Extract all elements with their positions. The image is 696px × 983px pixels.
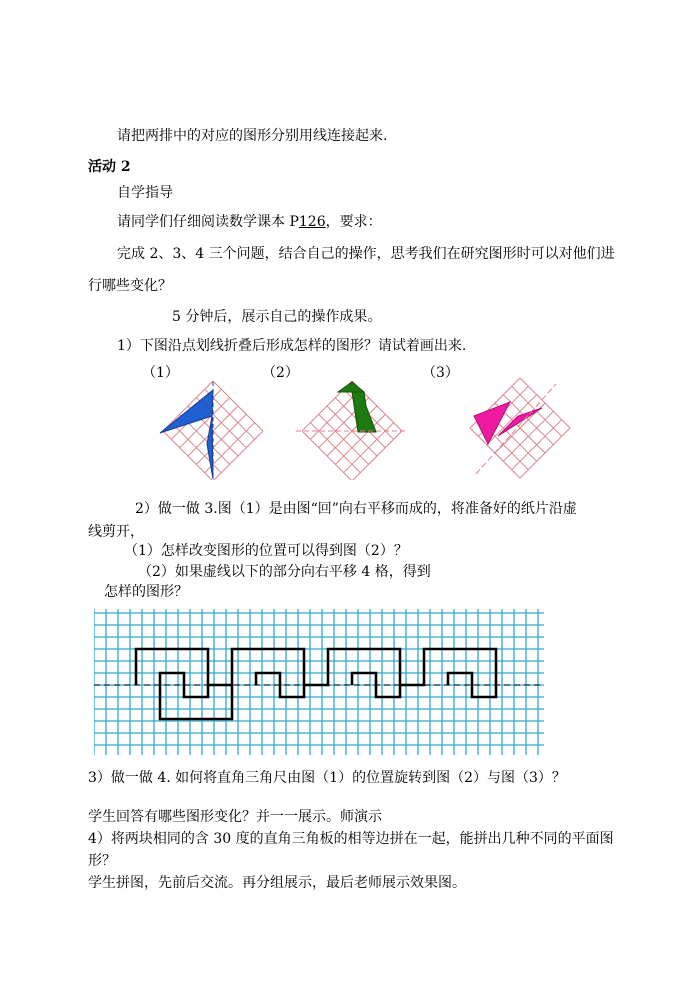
- green-shape-top: [338, 382, 364, 392]
- question-4-line-1: 4）将两块相同的含 30 度的直角三角板的相等边拼在一起，能拼出几种不同的平面图: [88, 831, 614, 847]
- cyan-grid: [94, 609, 544, 755]
- translation-grid-figure: [94, 609, 544, 755]
- question-4-line-2: 形？: [88, 853, 116, 869]
- question-2-line-1: 2）做一做 3.图（1）是由图“回”向右平移而成的，将准备好的纸片沿虚: [135, 501, 577, 517]
- question-2-sub-1: （1）怎样改变图形的位置可以得到图（2）？: [124, 543, 408, 559]
- student-answer-note: 学生回答有哪些图形变化？并一一展示。师演示: [88, 809, 382, 825]
- question-3: 3）做一做 4. 如何将直角三角尺由图（1）的位置旋转到图（2）与图（3）？: [88, 770, 566, 786]
- activity-heading: 活动 2: [88, 159, 131, 175]
- textbook-page: 126: [298, 214, 326, 230]
- time-note: 5 分钟后，展示自己的操作成果。: [172, 309, 382, 325]
- reading-instruction-post: ，要求：: [325, 214, 382, 230]
- question-1: 1）下图沿点划线折叠后形成怎样的图形？请试着画出来.: [117, 338, 467, 354]
- instruction-connect: 请把两排中的对应的图形分别用线连接起来.: [117, 128, 388, 144]
- self-study-heading: 自学指导: [117, 185, 173, 201]
- figure-label-2: （2）: [262, 365, 299, 381]
- fold-figure-1: [155, 378, 267, 480]
- reading-instruction: [117, 213, 382, 231]
- student-puzzle-note: 学生拼图，先前后交流。再分组展示，最后老师展示效果图。: [88, 875, 466, 891]
- fold-figure-3: [456, 378, 576, 480]
- question-2-sub-2: （2）如果虚线以下的部分向右平移 4 格，得到: [138, 564, 431, 580]
- task-line-1: 完成 2、3、4 三个问题，结合自己的操作，思考我们在研究图形时可以对他们进: [117, 246, 615, 262]
- blue-triangle-upper: [160, 390, 213, 433]
- green-shape-body: [352, 392, 376, 432]
- reading-instruction-pre: 请同学们仔细阅读数学课本 P: [117, 214, 299, 230]
- question-2-sub-2-cont: 怎样的图形？: [104, 584, 188, 600]
- question-2-line-2: 线剪开，: [88, 524, 144, 540]
- meander-path-bottom: [160, 685, 232, 719]
- task-line-2: 行哪些变化？: [88, 278, 172, 294]
- fold-figure-2: [294, 378, 410, 480]
- figure-label-1: （1）: [142, 365, 179, 381]
- figure-label-3: （3）: [422, 365, 459, 381]
